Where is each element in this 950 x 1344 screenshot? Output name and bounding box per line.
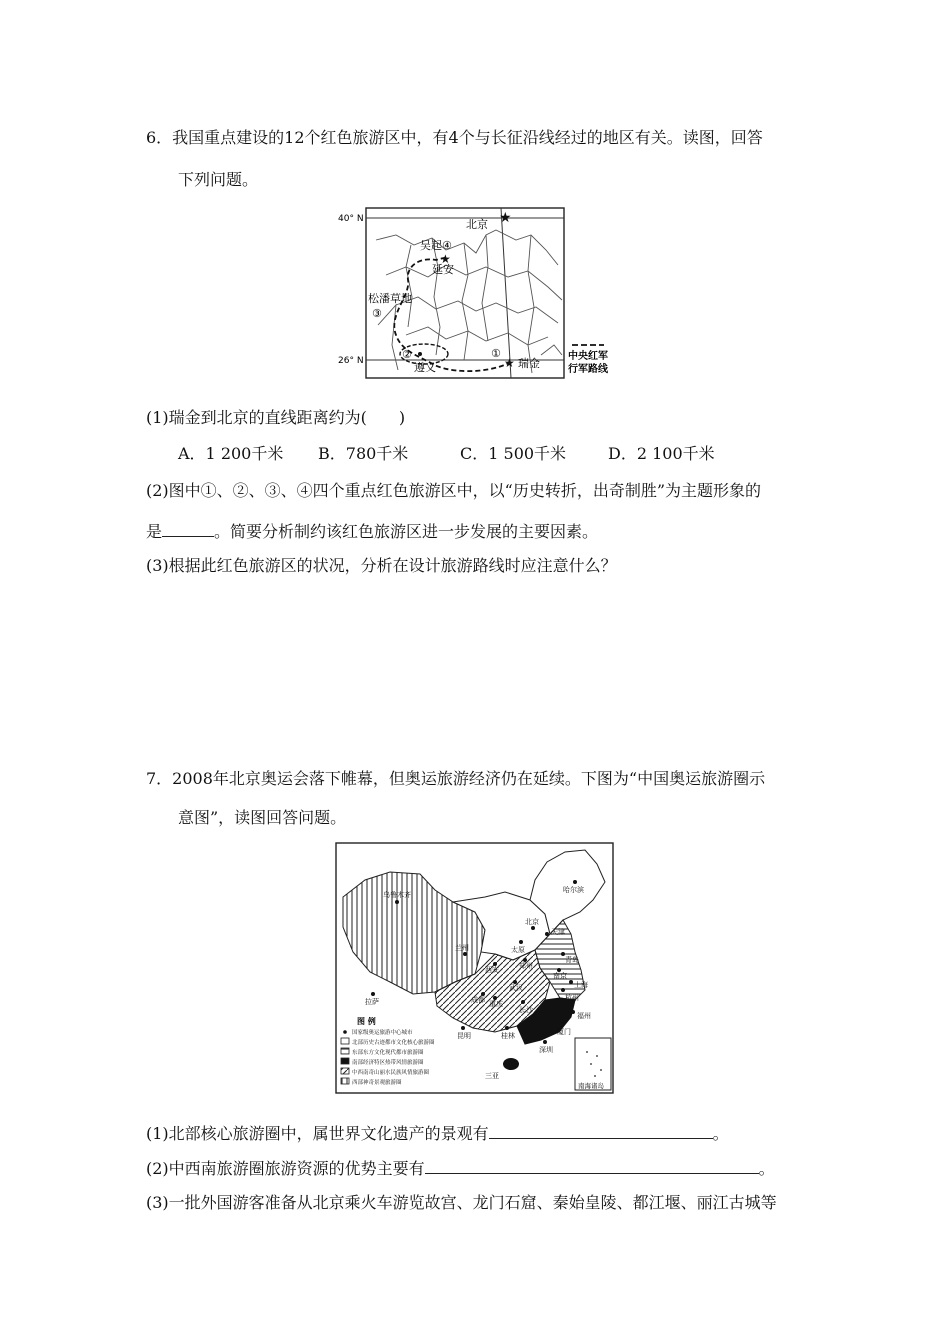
legend-southwest-swatch <box>341 1068 349 1074</box>
num1-label: ① <box>491 347 501 360</box>
legend-item-3: 东部东方文化现代都市旅游圈 <box>352 1050 424 1056</box>
city-xian: 西安 <box>485 966 499 974</box>
city-urumqi: 乌鲁木齐 <box>383 891 411 899</box>
q6-stem-line2: 下列问题。 <box>178 170 259 189</box>
city-chongqing: 重庆 <box>489 1000 503 1008</box>
legend-west-swatch <box>341 1078 349 1084</box>
city-nanjing: 南京 <box>553 972 567 980</box>
city-changsha: 长沙 <box>519 1006 533 1014</box>
city-tianjin: 天津 <box>551 928 565 936</box>
legend-line2: 行军路线 <box>568 364 608 375</box>
legend-south-swatch <box>341 1058 349 1064</box>
q6-option-a: A．1 200千米 <box>178 444 284 463</box>
yanan-star-icon: ★ <box>440 252 451 266</box>
q7-stem-line2: 意图”，读图回答问题。 <box>178 808 347 827</box>
wuqi-label: 吴起④ <box>420 239 452 252</box>
q7-sub1-prefix: (1)北部核心旅游圈中，属世界文化遗产的景观有 <box>146 1124 489 1143</box>
lat-26-label: 26° N <box>338 356 364 366</box>
city-zhengzhou: 郑州 <box>519 962 533 970</box>
zunyi-label: 遵义 <box>414 361 436 374</box>
city-xiamen: 厦门 <box>557 1028 571 1036</box>
city-hangzhou: 杭州 <box>565 994 579 1002</box>
q6-sub2-line1: (2)图中①、②、③、④四个重点红色旅游区中，以“历史转折，出奇制胜”为主题形象的 <box>146 481 762 500</box>
legend-item-2: 北部历史古迹都市文化核心旅游圈 <box>352 1040 435 1046</box>
legend-line1: 中央红军 <box>568 351 608 362</box>
city-fuzhou: 福州 <box>577 1012 591 1020</box>
city-lanzhou: 兰州 <box>455 944 469 952</box>
q7-sub2 <box>146 1159 775 1177</box>
q6-sub2-prefix: 是 <box>146 522 163 541</box>
legend-north-swatch <box>341 1038 349 1044</box>
legend-title: 图 例 <box>357 1017 376 1026</box>
city-guilin: 桂林 <box>501 1032 515 1040</box>
legend-item-4: 南部经济特区热带风情旅游圈 <box>352 1060 424 1066</box>
city-sanya: 三亚 <box>485 1072 499 1080</box>
q6-sub3: (3)根据此红色旅游区的状况，分析在设计旅游路线时应注意什么？ <box>146 556 617 575</box>
city-shanghai: 上海 <box>574 981 588 989</box>
inset-label: 南海诸岛 <box>578 1082 604 1090</box>
q7-sub2-prefix: (2)中西南旅游圈旅游资源的优势主要有 <box>146 1159 425 1178</box>
q6-stem-line1: 6．我国重点建设的12个红色旅游区中，有4个与长征沿线经过的地区有关。读图，回答 <box>146 128 763 147</box>
q6-sub1: (1)瑞金到北京的直线距离约为( ) <box>146 408 406 427</box>
hainan-island-icon <box>503 1058 519 1070</box>
city-beijing: 北京 <box>525 918 539 926</box>
songpan-label: 松潘草地 <box>368 292 412 305</box>
city-wuhan: 武汉 <box>509 984 523 992</box>
legend-item-5: 中西南奇山丽水民族风情旅游圈 <box>352 1070 430 1076</box>
lat-40-label: 40° N <box>338 214 364 224</box>
q7-sub1-answer-blank[interactable] <box>489 1124 713 1139</box>
city-kunming: 昆明 <box>457 1032 471 1040</box>
city-harbin: 哈尔滨 <box>563 886 584 894</box>
q6-option-b: B．780千米 <box>318 444 409 463</box>
legend-city-dot-icon <box>343 1030 347 1034</box>
q6-long-march-map <box>336 205 616 385</box>
legend-east-swatch <box>341 1048 349 1054</box>
num3-label: ③ <box>372 307 382 320</box>
city-chengdu: 成都 <box>471 996 485 1004</box>
yanan-label: 延安 <box>432 263 454 276</box>
q6-sub2-suffix: 。简要分析制约该红色旅游区进一步发展的主要因素。 <box>214 522 599 541</box>
legend-item-6: 西部神奇景观旅游圈 <box>352 1080 402 1086</box>
city-qingdao: 青岛 <box>565 956 579 964</box>
q7-sub2-answer-blank[interactable] <box>425 1159 759 1174</box>
ruijin-label: 瑞金 <box>518 357 540 370</box>
q7-sub1-suffix: 。 <box>712 1124 729 1143</box>
q7-sub1 <box>146 1124 729 1142</box>
num2-label: ② <box>402 348 412 361</box>
zunyi-dot-icon <box>418 352 422 356</box>
q6-option-d: D．2 100千米 <box>608 444 715 463</box>
legend-item-1: 国家级奥运旅游中心城市 <box>352 1030 413 1036</box>
beijing-label: 北京 <box>466 218 488 231</box>
q6-sub2-line2 <box>146 522 598 540</box>
beijing-star-icon: ★ <box>499 210 512 226</box>
ruijin-star-icon: ★ <box>504 356 515 370</box>
q7-sub2-suffix: 。 <box>758 1159 775 1178</box>
q7-sub3: (3)一批外国游客准备从北京乘火车游览故宫、龙门石窟、秦始皇陵、都江堰、丽江古城等 <box>146 1193 777 1212</box>
city-taiyuan: 太原 <box>511 946 525 954</box>
q7-olympic-tourism-map <box>335 842 615 1095</box>
city-lhasa: 拉萨 <box>365 998 379 1006</box>
city-shenzhen: 深圳 <box>539 1046 553 1054</box>
q6-sub2-answer-blank[interactable] <box>162 522 214 537</box>
q7-stem-line1: 7．2008年北京奥运会落下帷幕，但奥运旅游经济仍在延续。下图为“中国奥运旅游圈示 <box>146 769 766 788</box>
q6-option-c: C．1 500千米 <box>460 444 567 463</box>
